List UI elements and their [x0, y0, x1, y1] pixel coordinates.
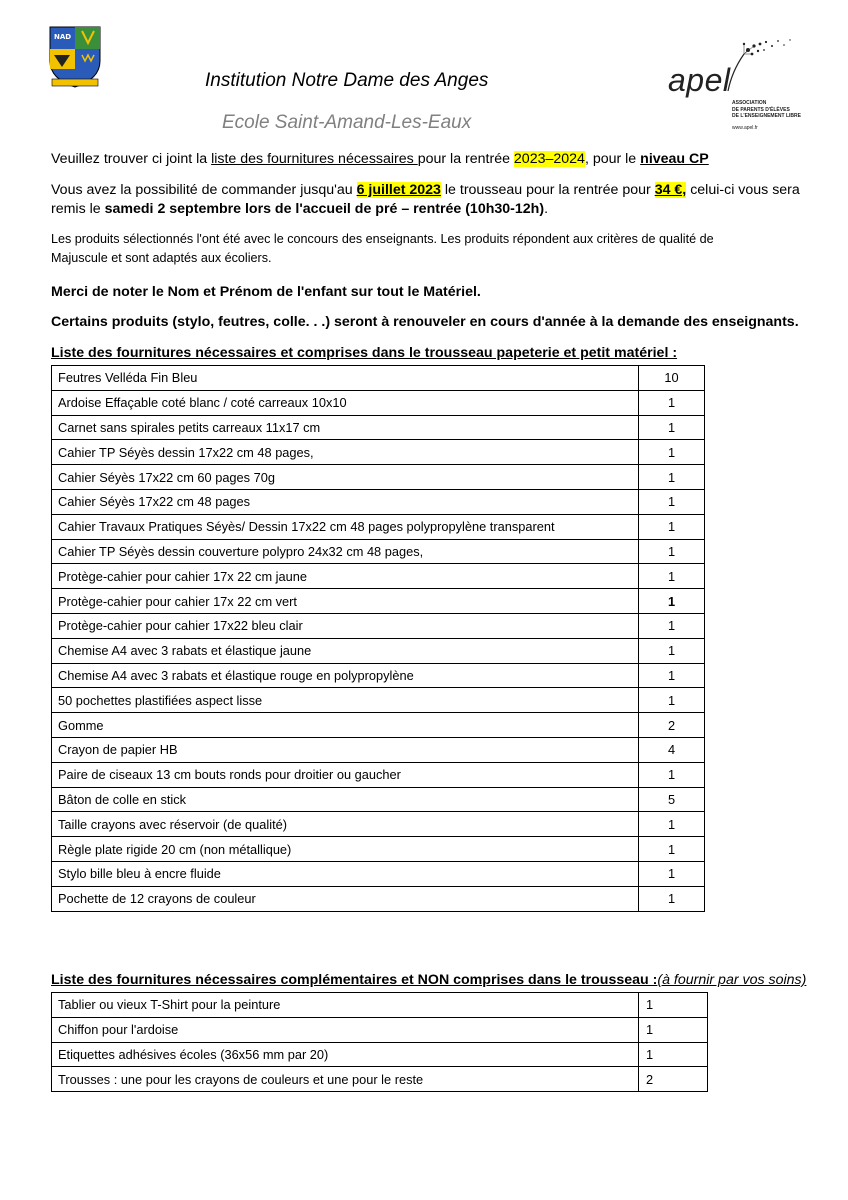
item-quantity: 1 [639, 886, 705, 911]
table-row [52, 688, 705, 713]
item-quantity: 4 [639, 737, 705, 762]
item-quantity: 10 [639, 366, 705, 391]
table-row [52, 489, 705, 514]
table-row [52, 737, 705, 762]
apel-url: www.apel.fr [732, 125, 758, 131]
item-name: Protège-cahier pour cahier 17x 22 cm vert [52, 589, 639, 614]
table-row [52, 1042, 708, 1067]
apel-wordmark: apel [668, 62, 731, 98]
table-row [52, 613, 705, 638]
item-name: Ardoise Effaçable coté blanc / coté carreaux 10x10 [52, 390, 639, 415]
name-notice: Merci de noter le Nom et Prénom de l'enfant sur tout le Matériel. [51, 284, 481, 300]
table-row [52, 812, 705, 837]
item-name: Règle plate rigide 20 cm (non métallique) [52, 837, 639, 862]
table-row [52, 366, 705, 391]
item-quantity: 1 [639, 613, 705, 638]
intro-paragraph-3: Les produits sélectionnés l'ont été avec le concours des enseignants. Les produits répondent aux critères de qualité de Majuscule et sont adaptés aux écoliers. [51, 232, 714, 265]
table-row [52, 861, 705, 886]
item-name: Chiffon pour l'ardoise [52, 1017, 639, 1042]
table-row [52, 663, 705, 688]
table-row [52, 465, 705, 490]
table-row [52, 1067, 708, 1092]
item-quantity: 1 [639, 837, 705, 862]
item-name: Cahier Séyès 17x22 cm 48 pages [52, 489, 639, 514]
class-level: niveau CP [640, 151, 709, 167]
school-year: 2023–2024 [513, 151, 585, 167]
table-row [52, 514, 705, 539]
item-name: Cahier Séyès 17x22 cm 60 pages 70g [52, 465, 639, 490]
item-quantity: 1 [639, 489, 705, 514]
item-name: Gomme [52, 713, 639, 738]
item-quantity: 1 [639, 415, 705, 440]
delivery-date: samedi 2 septembre lors de l'accueil de pré – rentrée (10h30-12h) [104, 201, 545, 217]
item-quantity: 1 [639, 390, 705, 415]
item-name: Etiquettes adhésives écoles (36x56 mm par 20) [52, 1042, 639, 1067]
table-row [52, 762, 705, 787]
item-name: Cahier TP Séyès dessin couverture polypro 24x32 cm 48 pages, [52, 539, 639, 564]
included-supplies-table [51, 365, 705, 912]
item-quantity: 1 [639, 465, 705, 490]
item-quantity: 5 [639, 787, 705, 812]
table-row [52, 440, 705, 465]
item-quantity: 1 [639, 993, 708, 1018]
item-name: Carnet sans spirales petits carreaux 11x17 cm [52, 415, 639, 440]
item-quantity: 1 [639, 539, 705, 564]
intro-paragraph-2: Vous avez la possibilité de commander jusqu'au 6 juillet 2023 le trousseau pour la rentrée pour 34 €, celui-ci vous sera remis le samedi 2 septembre lors de l'accueil de pré – rentrée (10h30-12h). [51, 182, 800, 217]
apel-logo [668, 36, 808, 136]
table-row [52, 837, 705, 862]
item-name: Stylo bille bleu à encre fluide [52, 861, 639, 886]
item-name: Chemise A4 avec 3 rabats et élastique rouge en polypropylène [52, 663, 639, 688]
table-row [52, 886, 705, 911]
table-row [52, 390, 705, 415]
item-name: Trousses : une pour les crayons de couleurs et une pour le reste [52, 1067, 639, 1092]
order-deadline: 6 juillet 2023 [356, 182, 441, 198]
included-list-heading: Liste des fournitures nécessaires et comprises dans le trousseau papeterie et petit matériel : [51, 345, 678, 361]
item-name: Tablier ou vieux T-Shirt pour la peinture [52, 993, 639, 1018]
item-name: Protège-cahier pour cahier 17x22 bleu clair [52, 613, 639, 638]
item-quantity: 1 [639, 663, 705, 688]
table-row [52, 564, 705, 589]
table-row [52, 713, 705, 738]
crest-letters: NAD [54, 33, 72, 41]
item-name: Crayon de papier HB [52, 737, 639, 762]
item-name: Protège-cahier pour cahier 17x 22 cm jaune [52, 564, 639, 589]
renewal-notice: Certains produits (stylo, feutres, colle. . .) seront à renouveler en cours d'année à la demande des enseignants. [51, 314, 799, 330]
item-name: Chemise A4 avec 3 rabats et élastique jaune [52, 638, 639, 663]
table-row [52, 539, 705, 564]
item-quantity: 1 [639, 861, 705, 886]
intro-paragraph-1: Veuillez trouver ci joint la liste des fournitures nécessaires pour la rentrée 2023–2024, pour le niveau CP [51, 151, 709, 167]
item-name: Cahier TP Séyès dessin 17x22 cm 48 pages, [52, 440, 639, 465]
item-quantity: 1 [639, 688, 705, 713]
item-name: Pochette de 12 crayons de couleur [52, 886, 639, 911]
item-quantity: 1 [639, 514, 705, 539]
table-row [52, 638, 705, 663]
item-quantity: 1 [639, 812, 705, 837]
school-subtitle: Ecole Saint-Amand-Les-Eaux [222, 112, 472, 133]
item-quantity: 2 [639, 713, 705, 738]
institution-title: Institution Notre Dame des Anges [205, 70, 489, 91]
table-row [52, 993, 708, 1018]
item-quantity: 1 [639, 564, 705, 589]
item-name: Feutres Velléda Fin Bleu [52, 366, 639, 391]
apel-subtitle: ASSOCIATION DE PARENTS D'ÉLÈVES DE L'ENSEIGNEMENT LIBRE [732, 100, 801, 119]
complementary-supplies-table [51, 992, 708, 1092]
kit-price: 34 €, [654, 182, 687, 198]
table-row [52, 589, 705, 614]
list-link-text: liste des fournitures nécessaires [211, 151, 418, 167]
item-quantity: 1 [639, 1042, 708, 1067]
item-quantity: 2 [639, 1067, 708, 1092]
item-quantity: 1 [639, 440, 705, 465]
item-name: Paire de ciseaux 13 cm bouts ronds pour droitier ou gaucher [52, 762, 639, 787]
item-quantity: 1 [639, 589, 705, 614]
item-quantity: 1 [639, 762, 705, 787]
school-crest-logo [48, 25, 102, 89]
item-quantity: 1 [639, 1017, 708, 1042]
item-quantity: 1 [639, 638, 705, 663]
item-name: Taille crayons avec réservoir (de qualité) [52, 812, 639, 837]
item-name: Cahier Travaux Pratiques Séyès/ Dessin 17x22 cm 48 pages polypropylène transparent [52, 514, 639, 539]
table-row [52, 415, 705, 440]
item-name: 50 pochettes plastifiées aspect lisse [52, 688, 639, 713]
item-name: Bâton de colle en stick [52, 787, 639, 812]
table-row [52, 787, 705, 812]
table-row [52, 1017, 708, 1042]
complementary-note: (à fournir par vos soins) [657, 972, 807, 988]
complementary-list-heading: Liste des fournitures nécessaires complémentaires et NON comprises dans le trousseau :(à fournir par vos soins) [51, 972, 807, 988]
